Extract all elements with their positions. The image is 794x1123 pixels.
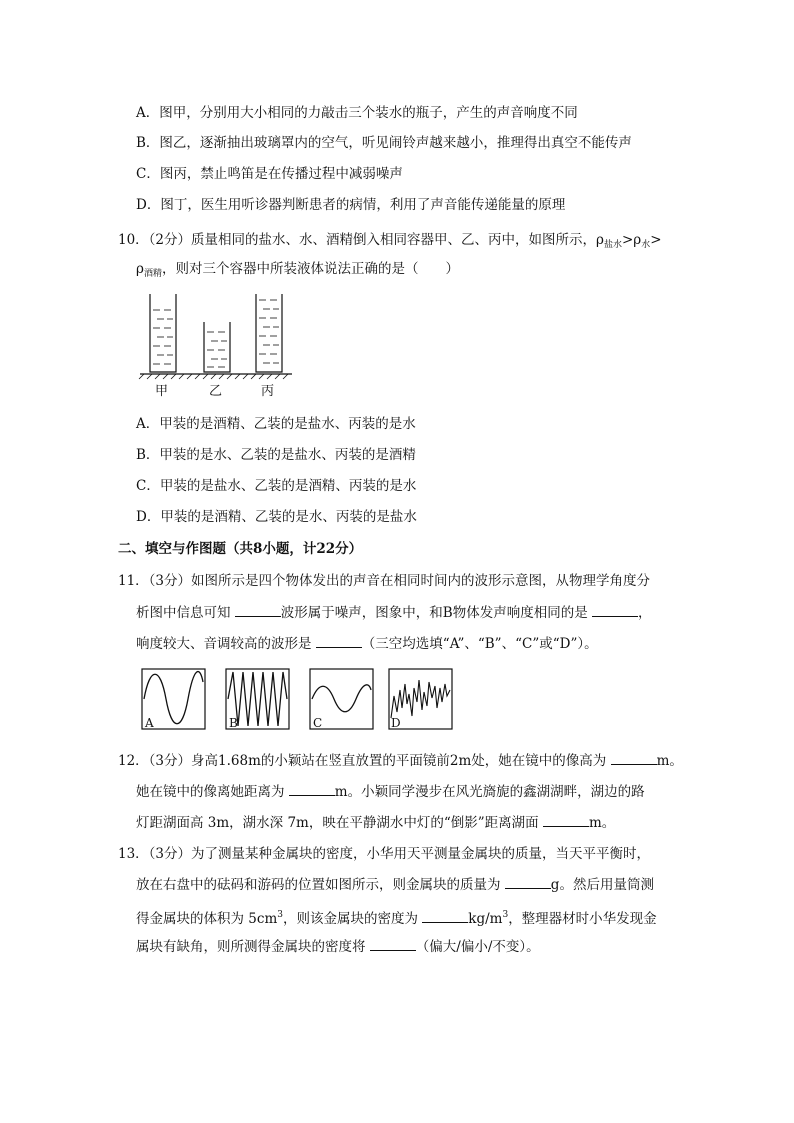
q13-line1: 13．（3分）为了测量某种金属块的密度，小华用天平测量金属块的质量，当天平平衡时， (118, 846, 651, 862)
label-yi: 乙 (209, 384, 223, 399)
q12-line3: 灯距湖面高 3m，湖水深 7m，映在平静湖水中灯的“倒影”距离湖面 m。 (136, 812, 615, 833)
q11-waveforms-figure (141, 668, 457, 732)
q10-option-d: D．甲装的是酒精、乙装的是水、丙装的是盐水 (136, 509, 417, 525)
answer-blank[interactable] (316, 633, 362, 648)
waveform-label-c: C (313, 716, 323, 730)
answer-blank[interactable] (592, 602, 638, 617)
container-jia (150, 294, 176, 372)
q10-option-b: B．甲装的是水、乙装的是盐水、丙装的是酒精 (136, 447, 416, 463)
container-yi (204, 322, 230, 372)
q10-option-c: C．甲装的是盐水、乙装的是酒精、丙装的是水 (136, 478, 417, 494)
answer-blank[interactable] (370, 936, 416, 951)
q10-option-a: A．甲装的是酒精、乙装的是盐水、丙装的是水 (136, 416, 416, 432)
waveform-label-d: D (391, 716, 401, 730)
waveform-d (391, 680, 450, 718)
waveform-c (312, 685, 371, 712)
waveform-label-b: B (229, 716, 238, 730)
answer-blank[interactable] (611, 750, 657, 765)
label-bing: 丙 (261, 384, 275, 399)
q11-line3: 响度较大、音调较高的波形是 （三空均选填“A”、“B”、“C”或“D”）。 (136, 633, 598, 654)
answer-blank[interactable] (505, 874, 551, 889)
label-jia: 甲 (155, 384, 169, 399)
q9-option-c: C．图丙，禁止鸣笛是在传播过程中减弱噪声 (136, 166, 403, 182)
waveform-label-a: A (145, 716, 154, 730)
q12-line1: 12．（3分）身高1.68m的小颖站在竖直放置的平面镜前2m处，她在镜中的像高为 m。 (118, 750, 683, 771)
q13-line2: 放在右盘中的砝码和游码的位置如图所示，则金属块的质量为 g。然后用量筒测 (136, 874, 654, 895)
q9-option-b: B．图乙，逐渐抽出玻璃罩内的空气，听见闹铃声越来越小，推理得出真空不能传声 (136, 135, 632, 151)
container-bing (256, 294, 282, 372)
answer-blank[interactable] (543, 812, 589, 827)
section-title: 二、填空与作图题（共8小题，计22分） (118, 541, 363, 557)
q12-line2: 她在镜中的像离她距离为 m。小颖同学漫步在风光旖旎的鑫湖湖畔，湖边的路 (136, 781, 645, 802)
answer-blank[interactable] (289, 781, 335, 796)
q10-stem-line2: $\rho_{酒精}$，则对三个容器中所装液体说法正确的是（ ） (136, 261, 459, 279)
q13-line3: 得金属块的体积为 $5cm^3$，则该金属块的密度为 $kg/m^3$，整理器材时小华发现金 (136, 910, 657, 927)
q10-stem-line1: 10．（2分）质量相同的盐水、水、酒精倒入相同容器甲、乙、丙中，如图所示，$\rho_{盐水}>\rho_水>$ (118, 232, 662, 250)
q11-line1: 11．（3分）如图所示是四个物体发出的声音在相同时间内的波形示意图，从物理学角度分 (118, 573, 651, 589)
answer-blank[interactable] (422, 908, 468, 923)
q9-option-d: D．图丁，医生用听诊器判断患者的病情，利用了声音能传递能量的原理 (136, 197, 566, 213)
q9-option-a: A．图甲，分别用大小相同的力敲击三个装水的瓶子，产生的声音响度不同 (136, 105, 578, 121)
q10-containers-figure (138, 292, 298, 402)
answer-blank[interactable] (235, 602, 281, 617)
q13-line4: 属块有缺角，则所测得金属块的密度将 （偏大/偏小/不变）。 (136, 936, 540, 957)
q11-line2: 析图中信息可知 波形属于噪声，图象中，和B物体发声响度相同的是 ， (136, 602, 652, 623)
